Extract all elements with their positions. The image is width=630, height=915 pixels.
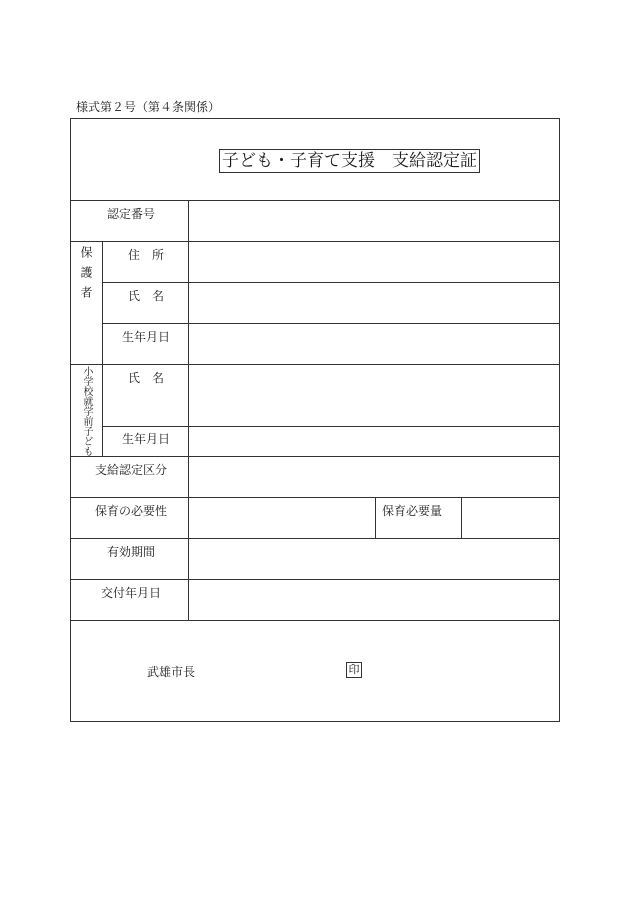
column-divider	[461, 497, 462, 538]
row-divider	[71, 497, 559, 498]
column-divider	[188, 200, 189, 620]
cert-number-label: 認定番号	[107, 207, 156, 221]
seal-mark: 印	[346, 662, 362, 678]
row-divider	[71, 538, 559, 539]
issue-date-label: 交付年月日	[101, 586, 162, 600]
row-divider	[102, 323, 559, 324]
child-name-label: 氏 名	[128, 371, 165, 385]
row-divider	[102, 426, 559, 427]
group-divider	[102, 241, 103, 456]
guardian-address-label: 住 所	[128, 248, 165, 262]
row-divider	[71, 456, 559, 457]
care-amount-label: 保育必要量	[382, 504, 443, 518]
guardian-group-label: 保護者	[79, 246, 93, 306]
row-divider	[71, 241, 559, 242]
form-number-label: 様式第２号（第４条関係）	[76, 100, 221, 114]
valid-period-label: 有効期間	[107, 545, 156, 559]
child-birthdate-label: 生年月日	[122, 432, 171, 446]
guardian-birthdate-label: 生年月日	[122, 330, 171, 344]
row-divider	[71, 620, 559, 621]
care-necessity-label: 保育の必要性	[95, 504, 168, 518]
certificate-form	[70, 118, 560, 722]
row-divider	[71, 364, 559, 365]
row-divider	[71, 579, 559, 580]
row-divider	[102, 282, 559, 283]
mayor-label: 武雄市長	[147, 665, 196, 679]
cert-category-label: 支給認定区分	[95, 463, 168, 477]
child-group-label: 小学校就学前子ども	[81, 366, 92, 456]
guardian-name-label: 氏 名	[128, 289, 165, 303]
column-divider	[375, 497, 376, 538]
row-divider	[71, 200, 559, 201]
certificate-title: 子ども・子育て支援 支給認定証	[219, 149, 480, 173]
